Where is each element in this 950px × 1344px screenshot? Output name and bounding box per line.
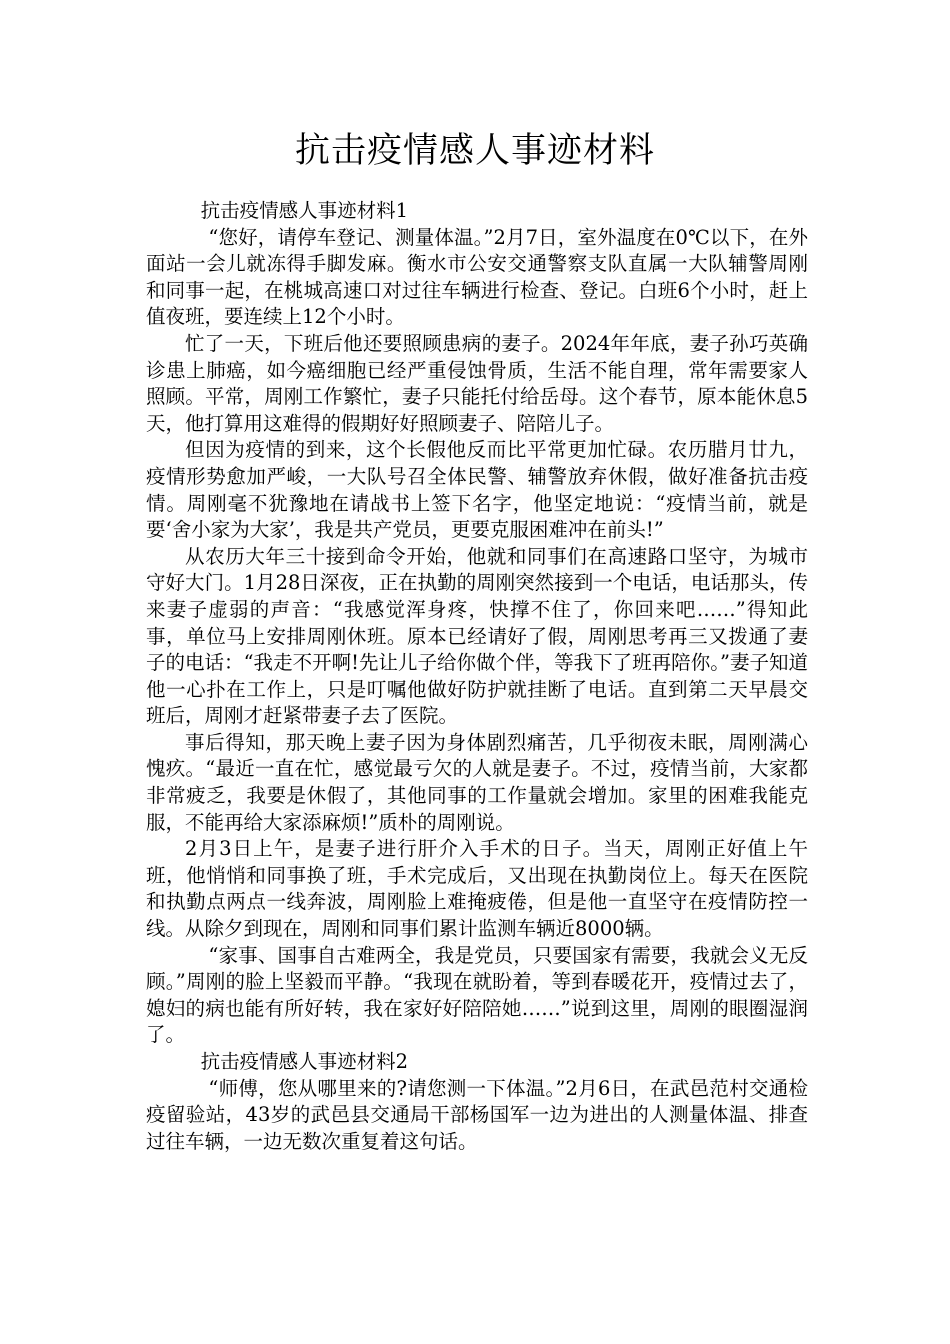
paragraph-1: “您好，请停车登记、测量体温。”2月7日，室外温度在0℃以下，在外面站一会儿就冻得手脚发麻。衡水市公安交通警察支队直属一大队辅警周刚和同事一起，在桃城高速口对过往车辆进行检查、登记。白班6个小时，赶上值夜班，要连续上12个小时。: [146, 225, 808, 329]
paragraph-5: 事后得知，那天晚上妻子因为身体剧烈痛苦，几乎彻夜未眠，周刚满心愧疚。“最近一直在忙，感觉最亏欠的人就是妻子。不过，疫情当前，大家都非常疲乏，我要是休假了，其他同事的工作量就会增加。家里的困难我能克服，不能再给大家添麻烦!”质朴的周刚说。: [146, 730, 808, 834]
section-heading-1: 抗击疫情感人事迹材料1: [200, 199, 409, 222]
document-body: [146, 198, 808, 1155]
document-title: 抗击疫情感人事迹材料: [294, 131, 655, 171]
paragraph-4: 从农历大年三十接到命令开始，他就和同事们在高速路口坚守，为城市守好大门。1月28日深夜，正在执勤的周刚突然接到一个电话，电话那头，传来妻子虚弱的声音：“我感觉浑身疼，快撑不住了，你回来吧……”得知此事，单位马上安排周刚休班。原本已经请好了假，周刚思考再三又拨通了妻子的电话：“我走不开啊!先让儿子给你做个伴，等我下了班再陪你。”妻子知道他一心扑在工作上，只是叮嘱他做好防护就挂断了电话。直到第二天早晨交班后，周刚才赶紧带妻子去了医院。: [146, 544, 808, 728]
paragraph-6: 2月3日上午，是妻子进行肝介入手术的日子。当天，周刚正好值上午班，他悄悄和同事换了班，手术完成后，又出现在执勤岗位上。每天在医院和执勤点两点一线奔波，周刚脸上难掩疲倦，但是他一直坚守在疫情防控一线。从除夕到现在，周刚和同事们累计监测车辆近8000辆。: [146, 837, 808, 941]
paragraph-2: 忙了一天，下班后他还要照顾患病的妻子。2024年年底，妻子孙巧英确诊患上肺癌，如今癌细胞已经严重侵蚀骨质，生活不能自理，常年需要家人照顾。平常，周刚工作繁忙，妻子只能托付给岳母。这个春节，原本能休息5天，他打算用这难得的假期好好照顾妻子、陪陪儿子。: [146, 331, 808, 435]
paragraph-8: “师傅，您从哪里来的?请您测一下体温。”2月6日，在武邑范村交通检疫留验站，43岁的武邑县交通局干部杨国军一边为进出的人测量体温、排查过往车辆，一边无数次重复着这句话。: [146, 1076, 808, 1153]
paragraph-7: “家事、国事自古难两全，我是党员，只要国家有需要，我就会义无反顾。”周刚的脸上坚毅而平静。“我现在就盼着，等到春暖花开，疫情过去了，媳妇的病也能有所好转，我在家好好陪陪她……”说到这里，周刚的眼圈湿润了。: [146, 943, 808, 1047]
paragraph-3: 但因为疫情的到来，这个长假他反而比平常更加忙碌。农历腊月廿九，疫情形势愈加严峻，一大队号召全体民警、辅警放弃休假，做好准备抗击疫情。周刚毫不犹豫地在请战书上签下名字，他坚定地说：“疫情当前，就是要‘舍小家为大家’，我是共产党员，更要克服困难冲在前头!”: [146, 438, 808, 542]
section-heading-2: 抗击疫情感人事迹材料2: [200, 1050, 409, 1073]
